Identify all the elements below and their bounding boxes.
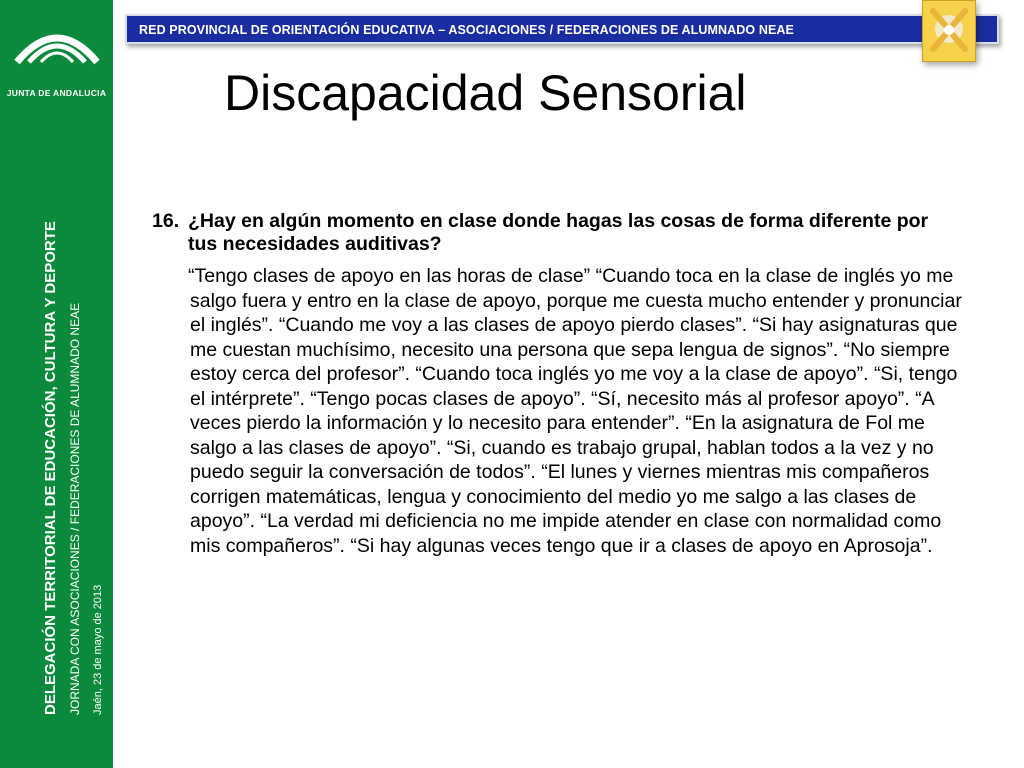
junta-de-andalucia-logo	[0, 22, 113, 112]
logo-text: JUNTA DE ANDALUCIA	[6, 88, 107, 98]
slide-content	[152, 210, 962, 558]
question-text: ¿Hay en algún momento en clase donde hagas las cosas de forma diferente por tus necesidades auditivas?	[188, 210, 929, 255]
jornada-label: JORNADA CON ASOCIACIONES / FEDERACIONES DE ALUMNADO NEAE	[68, 302, 82, 715]
question	[152, 210, 962, 256]
header-banner	[125, 14, 999, 44]
sidebar	[0, 0, 113, 768]
slide-title: Discapacidad Sensorial	[224, 65, 747, 121]
banner-text: RED PROVINCIAL DE ORIENTACIÓN EDUCATIVA – ASOCIACIONES / FEDERACIONES DE ALUMNADO NEAE	[139, 23, 794, 37]
answer-text: “Tengo clases de apoyo en las horas de clase” “Cuando toca en la clase de inglés yo me salgo fuera y entro en la clase de apoyo, porque me cuesta mucho entender y pronunciar el inglés”. “Cuando me voy a las clases de apoyo pierdo clases”. “Si hay asignaturas que me cuestan muchísimo, necesito una persona que sepa lengua de signos”. “No siempre estoy cerca del profesor”. “Cuando toca inglés yo me voy a la clase de apoyo”. “Si, tengo el intérprete”. “Tengo pocas clases de apoyo”. “Sí, necesito más al profesor apoyo”. “A veces pierdo la información y lo necesito para entender”. “En la asignatura de Fol me salgo a las clases de apoyo”. “Si, cuando es trabajo grupal, hablan todos a la vez y no puedo seguir la conversación de todos”. “El lunes y viernes mientras mis compañeros corrigen matemáticas, lengua y conocimiento del medio yo me salgo a las clases de apoyo”. “La verdad mi deficiencia no me impide atender en clase con normalidad como mis compañeros”. “Si hay algunas veces tengo que ir a clases de apoyo en Aprosoja”.	[188, 265, 962, 557]
delegacion-label: DELEGACIÓN TERRITORIAL DE EDUCACIÓN, CULTURA Y DEPORTE	[42, 221, 59, 715]
hands-emblem-icon	[922, 0, 976, 62]
junta-arch-icon	[11, 22, 103, 66]
question-number: 16.	[152, 210, 180, 232]
date-label: Jaén, 23 de mayo de 2013	[92, 584, 104, 715]
